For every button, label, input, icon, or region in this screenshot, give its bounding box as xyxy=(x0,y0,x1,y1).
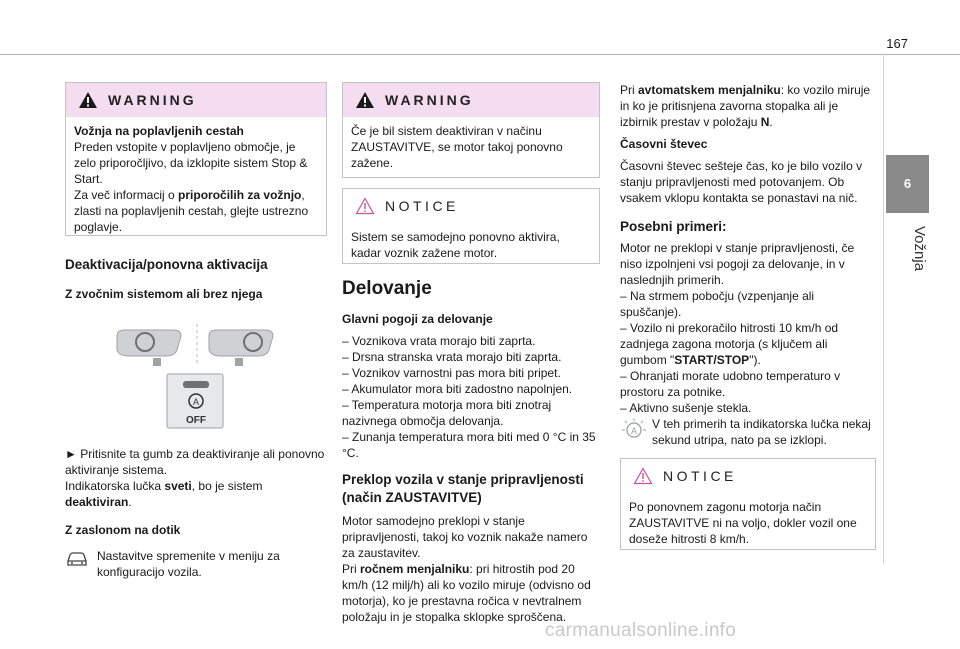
page-number: 167 xyxy=(886,36,908,51)
condition-item: – Voznikova vrata morajo biti zaprta. xyxy=(342,334,536,348)
lamp-text: V teh primerih ta indikatorska lučka nekaj sekund utripa, nato pa se izklopi. xyxy=(652,417,871,447)
standby-text-1: Motor samodejno preklopi v stanje pripravljenosti, takoj ko voznik nakaže namero za zaustavitev. xyxy=(342,514,588,560)
column-1 xyxy=(65,82,327,580)
off-label: OFF xyxy=(186,415,206,426)
sidebar-rule xyxy=(883,54,884,564)
chapter-title: Vožnja xyxy=(911,226,928,272)
warning-text: Če je bil sistem deaktiviran v načinu ZAUSTAVITVE, se motor takoj ponovno zažene. xyxy=(351,124,563,170)
special-intro: Motor ne preklopi v stanje pripravljenosti, če niso izpolnjeni vsi pogoji za delovanje, in v naslednjih primerih. xyxy=(620,241,855,287)
warning-triangle-icon xyxy=(78,91,98,109)
button-instruction: ► Pritisnite ta gumb za deaktiviranje ali ponovno aktiviranje sistema. xyxy=(65,447,325,477)
notice-text: Sistem se samodejno ponovno aktivira, kadar voznik zažene motor. xyxy=(351,230,560,260)
special-cases-heading: Posebni primeri: xyxy=(620,219,727,234)
notice-box-body xyxy=(343,223,599,269)
condition-item: – Temperatura motorja mora biti znotraj nazivnega območja delovanja. xyxy=(342,398,552,428)
column-3 xyxy=(620,82,876,550)
notice-box-header xyxy=(343,189,599,223)
notice-triangle-icon xyxy=(633,467,653,485)
main-conditions-heading: Glavni pogoji za delovanje xyxy=(342,312,493,326)
condition-item: – Voznikov varnostni pas mora biti pripet. xyxy=(342,366,561,380)
chapter-tab[interactable]: 6 xyxy=(886,155,929,213)
indicator-lamp-row xyxy=(620,416,876,448)
standby-heading: Preklop vozila v stanje pripravljenosti (način ZAUSTAVITVE) xyxy=(342,472,584,505)
touchscreen-text: Nastavitve spremenite v meniju za konfiguracijo vozila. xyxy=(97,549,280,579)
vehicle-settings-icon xyxy=(65,548,97,572)
warning-label: WARNING xyxy=(385,92,474,108)
condition-item: – Zunanja temperatura mora biti med 0 °C in 35 °C. xyxy=(342,430,596,460)
condition-item: – Drsna stranska vrata morajo biti zaprta. xyxy=(342,350,562,364)
indicator-text: Indikatorska lučka sveti, bo je sistem deaktiviran. xyxy=(65,479,263,509)
warning-text-2: Za več informacij o priporočilih za vožnjo, zlasti na poplavljenih cestah, glejte ustrezno poglavje. xyxy=(74,188,309,234)
notice-box-body xyxy=(621,493,875,555)
svg-text:A: A xyxy=(192,397,200,407)
deactivation-heading: Deaktivacija/ponovna aktivacija xyxy=(65,257,268,272)
warning-label: WARNING xyxy=(108,92,197,108)
warning-box-header xyxy=(66,83,326,117)
watermark: carmanualsonline.info xyxy=(545,620,737,641)
dashboard-location-illustration xyxy=(65,302,327,430)
notice-text: Po ponovnem zagonu motorja način ZAUSTAVITVE ni na voljo, dokler vozil one doseže hitrosti 8 km/h. xyxy=(629,500,857,546)
timer-heading: Časovni števec xyxy=(620,137,708,151)
special-item: – Na strmem pobočju (vzpenjanje ali spuščanje). xyxy=(620,289,815,319)
special-item: – Vozilo ni prekoračilo hitrosti 10 km/h od zadnjega zagona motorja (s ključem ali gumbom "START/STOP"). xyxy=(620,321,839,367)
standby-text-2: Pri ročnem menjalniku: pri hitrostih pod 20 km/h (12 milj/h) ali ko vozilo miruje (odvisno od motorja), ko je prestavna ročica v nevtralnem položaju in je stopalka sklopke sproščena. xyxy=(342,562,591,624)
warning-text-1: Preden vstopite v poplavljeno območje, je zelo priporočljivo, da izklopite sistem Stop & Start. xyxy=(74,140,308,186)
touchscreen-row xyxy=(65,548,327,580)
notice-box-restart xyxy=(620,458,876,550)
notice-label: NOTICE xyxy=(385,198,459,214)
svg-text:A: A xyxy=(630,426,638,436)
operation-title: Delovanje xyxy=(342,278,432,299)
dashboard-button-illustration xyxy=(65,302,327,430)
warning-box-flooded-roads xyxy=(65,82,327,236)
warning-triangle-icon xyxy=(355,91,375,109)
timer-text: Časovni števec sešteje čas, ko je bilo vozilo v stanju pripravljenosti med potovanjem. Ob vsakem vklopu kontakta se ponastavi na nič. xyxy=(620,159,863,205)
audio-system-subheading: Z zvočnim sistemom ali brez njega xyxy=(65,287,263,301)
special-item: – Ohranjati morate udobno temperaturo v prostoru za potnike. xyxy=(620,369,841,399)
notice-triangle-icon xyxy=(355,197,375,215)
notice-box-header xyxy=(621,459,875,493)
notice-label: NOTICE xyxy=(663,468,737,484)
automatic-gearbox-text: Pri avtomatskem menjalniku: ko vozilo miruje in ko je pritisnjena zavorna stopalka ali je izbirnik prestav v položaju N. xyxy=(620,83,871,129)
notice-box-reactivation xyxy=(342,188,600,264)
stop-start-lamp-icon xyxy=(620,416,652,444)
warning-box-body xyxy=(343,117,599,179)
warning-box-stop-mode xyxy=(342,82,600,178)
condition-item: – Akumulator mora biti zadostno napolnjen. xyxy=(342,382,573,396)
special-item: – Aktivno sušenje stekla. xyxy=(620,401,752,415)
column-2 xyxy=(342,82,600,625)
warning-box-body xyxy=(66,117,326,243)
conditions-list xyxy=(342,333,600,461)
header-rule xyxy=(0,54,960,55)
warning-box-header xyxy=(343,83,599,117)
warning-heading: Vožnja na poplavljenih cestah xyxy=(74,124,244,138)
touchscreen-subheading: Z zaslonom na dotik xyxy=(65,523,181,537)
